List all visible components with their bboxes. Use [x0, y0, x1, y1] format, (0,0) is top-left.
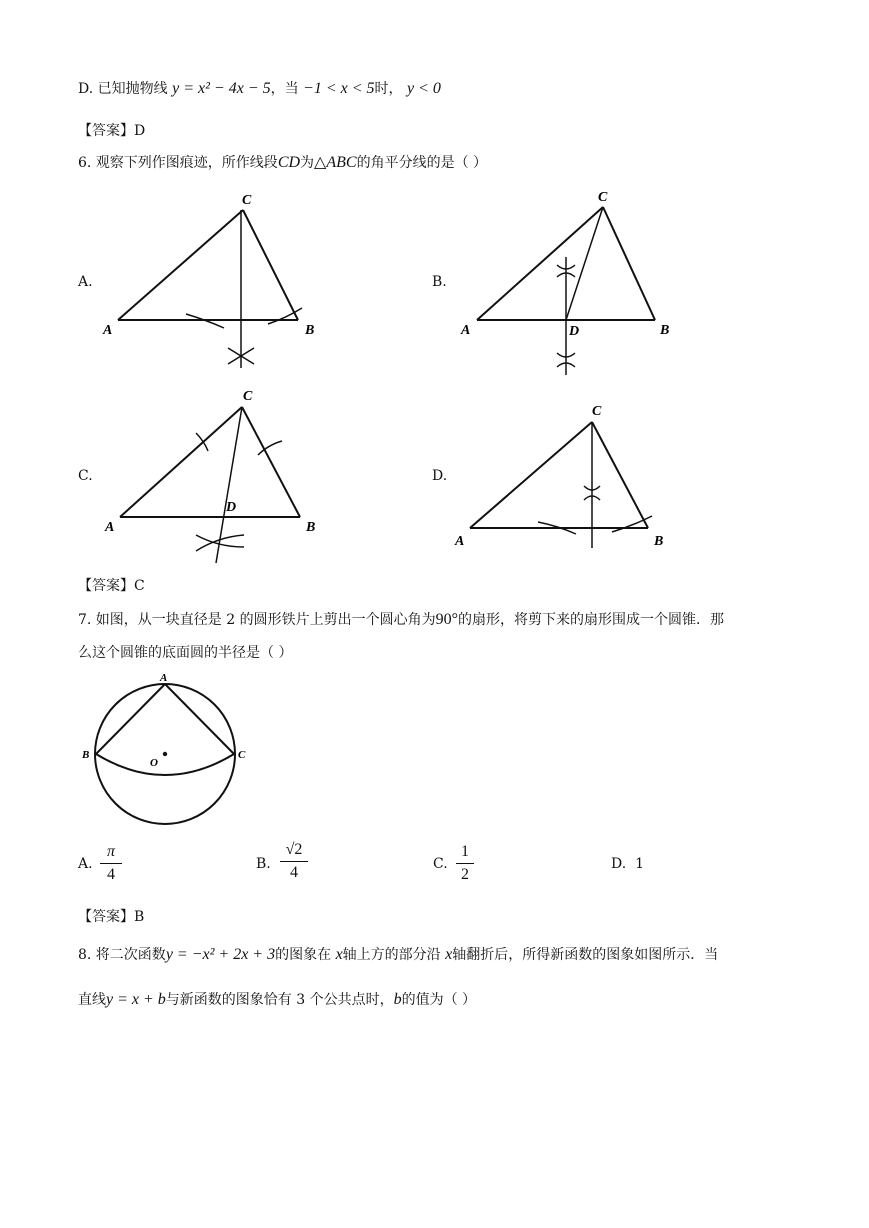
q7-option-d: D. 1: [611, 856, 645, 872]
fig-d-label-c: C: [592, 404, 602, 419]
q7-answer: 【答案】B: [78, 909, 145, 925]
q6-stem: 6. 观察下列作图痕迹，所作线段CD为△ABC的角平分线的是（ ）: [78, 154, 488, 171]
fig-b-label-b: B: [660, 323, 670, 338]
q7-label-c: C: [238, 749, 246, 761]
fig-c-label-d: D: [226, 500, 237, 515]
fig-b-label-a: A: [461, 323, 471, 338]
q5-answer: 【答案】D: [78, 123, 146, 139]
q6-figure-a: [100, 188, 340, 373]
q5-option-d: D. 已知抛物线 y = x² − 4x − 5，当 −1 < x < 5时， y < 0: [78, 80, 441, 97]
q7-option-b-fraction: √2 4: [280, 841, 308, 882]
q6-option-d-label: D.: [432, 468, 448, 484]
fig-d-label-a: A: [455, 534, 465, 549]
q6-option-b-label: B.: [432, 274, 447, 290]
q6-figure-b: [455, 185, 685, 380]
fig-a-label-a: A: [103, 323, 113, 338]
fig-c-label-b: B: [306, 520, 316, 535]
q6-answer: 【答案】C: [78, 578, 145, 594]
fig-a-label-c: C: [242, 193, 252, 208]
q7-label-o: O: [150, 757, 158, 769]
fig-c-label-a: A: [105, 520, 115, 535]
fig-c-label-c: C: [243, 389, 253, 404]
q5-condition: −1 < x < 5: [303, 80, 375, 97]
q5-result: y < 0: [407, 80, 441, 97]
q7-stem-line1: 7. 如图，从一块直径是 2 的圆形铁片上剪出一个圆心角为90°的扇形，将剪下来的扇形围成一个圆锥．那: [78, 611, 725, 628]
q7-option-c-label: C.: [433, 856, 448, 872]
q7-option-a-label: A.: [78, 856, 93, 872]
fig-d-label-b: B: [654, 534, 664, 549]
q5-parabola-formula: y = x² − 4x − 5: [172, 80, 271, 97]
q6-figure-d: [452, 400, 682, 560]
fig-b-label-c: C: [598, 190, 608, 205]
q7-option-c-fraction: 1 2: [456, 843, 474, 884]
q8-stem-line1: 8. 将二次函数y = −x² + 2x + 3的图象在 x轴上方的部分沿 x轴翻折后，所得新函数的图象如图所示．当: [78, 946, 719, 963]
q7-stem-line2: 么这个圆锥的底面圆的半径是（ ）: [78, 645, 293, 661]
q8-stem-line2: 直线y = x + b与新函数的图象恰有 3 个公共点时，b的值为（ ）: [78, 991, 477, 1008]
q7-circle-figure: [78, 668, 253, 843]
q7-option-b-label: B.: [256, 856, 271, 872]
q6-option-a-label: A.: [78, 274, 93, 290]
fig-b-label-d: D: [569, 324, 580, 339]
q7-label-b: B: [82, 749, 90, 761]
q6-option-c-label: C.: [78, 468, 93, 484]
fig-a-label-b: B: [305, 323, 315, 338]
q7-label-a: A: [160, 672, 168, 684]
q6-figure-c: [100, 385, 330, 570]
q7-option-a-fraction: π 4: [100, 843, 122, 884]
